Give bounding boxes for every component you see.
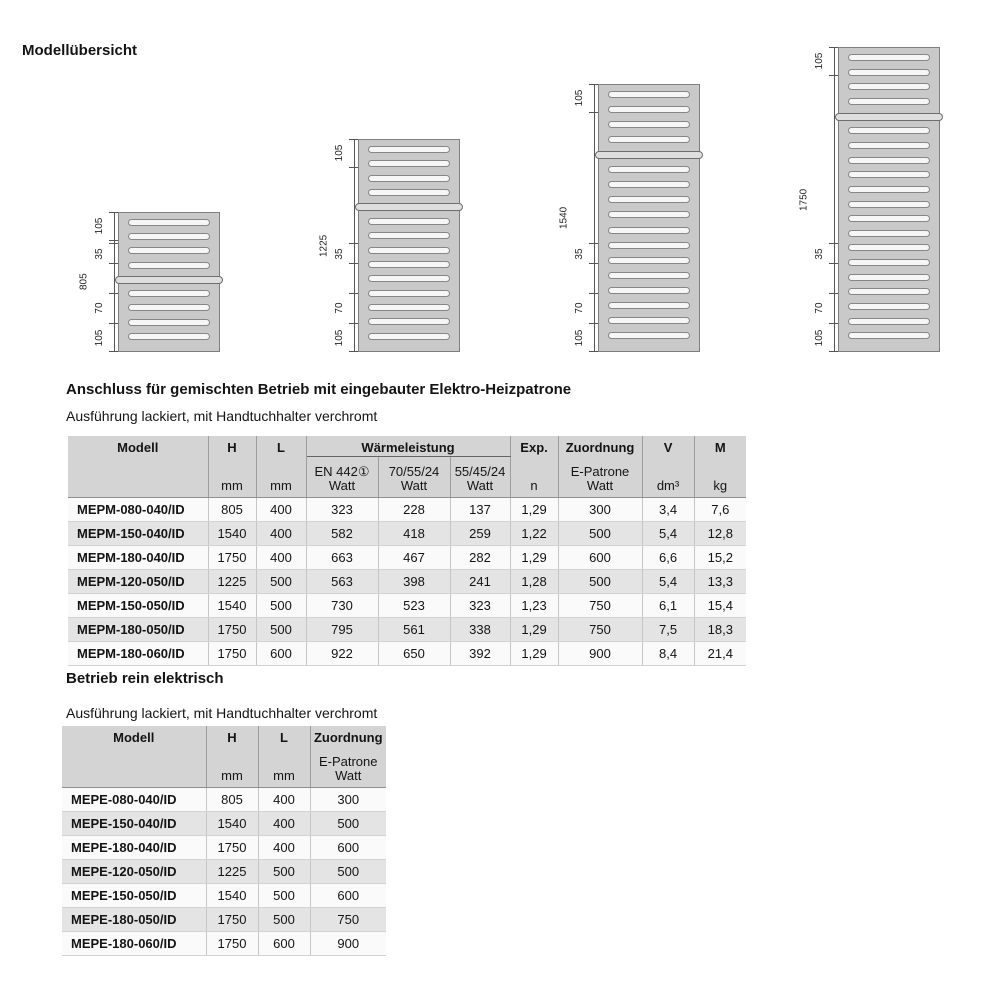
unit-label-n: n [510, 457, 558, 498]
table-row [68, 546, 746, 570]
value-cell: 300 [310, 787, 386, 811]
value-cell: 1750 [206, 907, 258, 931]
model-cell: MEPE-080-040/ID [62, 787, 206, 811]
section-heading-electric-only: Betrieb rein elektrisch [66, 670, 224, 687]
value-cell: 5,4 [642, 522, 694, 546]
value-cell: 795 [306, 618, 378, 642]
dimension-tick [589, 293, 598, 294]
dimension-tick [829, 351, 838, 352]
dimension-label: 105 [334, 329, 345, 347]
table-row [62, 931, 386, 955]
radiator-slot [608, 272, 690, 279]
table-row [62, 883, 386, 907]
value-cell: 12,8 [694, 522, 746, 546]
radiator-slot [128, 333, 210, 340]
overall-height-label: 1540 [558, 206, 570, 230]
unit-label-watt: Watt [328, 478, 356, 493]
dimension-chain [92, 212, 118, 352]
dimension-label: 105 [94, 217, 105, 235]
value-cell: 21,4 [694, 642, 746, 666]
model-cell: MEPE-120-050/ID [62, 859, 206, 883]
value-cell: 1225 [208, 570, 256, 594]
radiator-slot [608, 121, 690, 128]
radiator-slot [128, 219, 210, 226]
radiator-slot [368, 160, 450, 167]
towel-rail-slot [115, 276, 223, 284]
model-cell: MEPE-180-060/ID [62, 931, 206, 955]
radiator-figure [796, 47, 940, 352]
value-cell: 730 [306, 594, 378, 618]
dimension-tick [829, 243, 838, 244]
radiator-slot [368, 232, 450, 239]
radiator-slot [608, 227, 690, 234]
dimension-tick [109, 263, 118, 264]
dimension-tick [829, 47, 838, 48]
value-cell: 400 [256, 546, 306, 570]
radiator-slot [848, 274, 930, 281]
dimension-tick [349, 243, 358, 244]
value-cell: 805 [206, 787, 258, 811]
value-cell: 15,4 [694, 594, 746, 618]
radiator-slot [848, 201, 930, 208]
value-cell: 500 [256, 570, 306, 594]
radiator-slot [608, 317, 690, 324]
radiator-slot [368, 189, 450, 196]
subcolumn-label: 70/55/24 [388, 464, 440, 479]
dimension-tick [589, 243, 598, 244]
dimension-label: 70 [814, 302, 825, 314]
value-cell: 500 [310, 859, 386, 883]
subcolumn-705524 [378, 457, 450, 498]
unit-label-mm: mm [258, 746, 310, 787]
dimension-tick [829, 263, 838, 264]
table-body [68, 498, 746, 666]
value-cell: 600 [256, 642, 306, 666]
subcolumn-label: 55/45/24 [454, 464, 506, 479]
radiator-slot [608, 287, 690, 294]
dimension-line [594, 84, 595, 352]
value-cell: 663 [306, 546, 378, 570]
radiator-slot [608, 196, 690, 203]
radiator-slot [608, 181, 690, 188]
column-header-zuordnung: Zuordnung [310, 726, 386, 746]
radiator-slot [848, 259, 930, 266]
value-cell: 1,29 [510, 618, 558, 642]
table-row [62, 907, 386, 931]
value-cell: 650 [378, 642, 450, 666]
towel-rail-slot [595, 151, 703, 159]
unit-label-kg: kg [694, 457, 746, 498]
radiator-slot [368, 290, 450, 297]
overall-height-label: 1225 [318, 234, 330, 257]
value-cell: 8,4 [642, 642, 694, 666]
value-cell: 15,2 [694, 546, 746, 570]
model-cell: MEPM-180-060/ID [68, 642, 208, 666]
model-cell: MEPM-150-040/ID [68, 522, 208, 546]
value-cell: 18,3 [694, 618, 746, 642]
value-cell: 467 [378, 546, 450, 570]
dimension-tick [829, 323, 838, 324]
dimension-tick [349, 323, 358, 324]
section-heading-mixed-operation: Anschluss für gemischten Betrieb mit eingebauter Elektro-Heizpatrone [66, 381, 572, 398]
dimension-label: 35 [574, 248, 585, 260]
value-cell: 1225 [206, 859, 258, 883]
dimension-tick [589, 112, 598, 113]
value-cell: 323 [450, 594, 510, 618]
value-cell: 500 [558, 570, 642, 594]
radiator-slot [128, 304, 210, 311]
radiator-slot [128, 233, 210, 240]
value-cell: 1540 [208, 522, 256, 546]
value-cell: 500 [258, 859, 310, 883]
table-row [62, 787, 386, 811]
dimension-tick [109, 351, 118, 352]
unit-label-mm: mm [208, 457, 256, 498]
value-cell: 561 [378, 618, 450, 642]
value-cell: 259 [450, 522, 510, 546]
model-cell: MEPM-180-050/ID [68, 618, 208, 642]
value-cell: 750 [558, 594, 642, 618]
value-cell: 1540 [208, 594, 256, 618]
dimension-label: 105 [574, 329, 585, 347]
dimension-tick [109, 240, 118, 241]
radiator-figure [316, 139, 460, 352]
value-cell: 922 [306, 642, 378, 666]
value-cell: 241 [450, 570, 510, 594]
radiator-slot [848, 171, 930, 178]
dimension-tick [349, 263, 358, 264]
radiator-body [838, 47, 940, 352]
model-cell: MEPE-150-050/ID [62, 883, 206, 907]
unit-label-dm3: dm³ [642, 457, 694, 498]
column-header-m: M [694, 436, 746, 457]
value-cell: 523 [378, 594, 450, 618]
radiator-figure [556, 84, 700, 352]
model-cell: MEPE-180-050/ID [62, 907, 206, 931]
value-cell: 750 [558, 618, 642, 642]
value-cell: 137 [450, 498, 510, 522]
dimension-tick [109, 243, 118, 244]
model-cell: MEPM-080-040/ID [68, 498, 208, 522]
value-cell: 398 [378, 570, 450, 594]
dimension-tick [829, 293, 838, 294]
radiator-slot [128, 290, 210, 297]
value-cell: 600 [310, 883, 386, 907]
dimension-label: 70 [94, 302, 105, 314]
dimension-label: 70 [574, 302, 585, 314]
radiator-slot [368, 146, 450, 153]
value-cell: 1750 [206, 931, 258, 955]
dimension-tick [109, 212, 118, 213]
unit-label-watt: Watt [586, 478, 614, 493]
radiator-slot [848, 98, 930, 105]
value-cell: 6,6 [642, 546, 694, 570]
radiator-slot [848, 127, 930, 134]
radiator-slot [608, 257, 690, 264]
column-header-modell: Modell [68, 436, 208, 498]
subcolumn-label: E-Patrone [570, 464, 630, 479]
model-cell: MEPE-150-040/ID [62, 811, 206, 835]
radiator-body [118, 212, 220, 352]
value-cell: 600 [310, 835, 386, 859]
radiator-slot [848, 303, 930, 310]
column-header-zuordnung: Zuordnung [558, 436, 642, 457]
value-cell: 582 [306, 522, 378, 546]
dimension-chain [572, 84, 598, 352]
value-cell: 1540 [206, 883, 258, 907]
radiator-slot [368, 218, 450, 225]
table-row [68, 642, 746, 666]
value-cell: 282 [450, 546, 510, 570]
radiator-slot [848, 83, 930, 90]
value-cell: 400 [256, 498, 306, 522]
radiator-slot [848, 244, 930, 251]
value-cell: 500 [310, 811, 386, 835]
radiator-slot [368, 261, 450, 268]
value-cell: 6,1 [642, 594, 694, 618]
radiator-slot [608, 136, 690, 143]
dimension-tick [349, 139, 358, 140]
radiator-body [358, 139, 460, 352]
dimension-line [834, 47, 835, 352]
value-cell: 1,29 [510, 642, 558, 666]
radiator-slot [368, 275, 450, 282]
dimension-chain [812, 47, 838, 352]
table-row [68, 570, 746, 594]
dimension-tick [349, 351, 358, 352]
dimension-tick [109, 323, 118, 324]
model-cell: MEPM-120-050/ID [68, 570, 208, 594]
value-cell: 1,29 [510, 498, 558, 522]
dimension-label: 105 [334, 144, 345, 162]
value-cell: 500 [258, 883, 310, 907]
value-cell: 7,5 [642, 618, 694, 642]
radiator-slot [608, 332, 690, 339]
radiator-slot [848, 142, 930, 149]
radiator-slot [608, 242, 690, 249]
table-row [62, 811, 386, 835]
overall-height-label: 805 [78, 273, 90, 291]
table-row [68, 594, 746, 618]
dimension-tick [589, 84, 598, 85]
subcolumn-label: E-Patrone [318, 753, 378, 769]
dimension-chain [332, 139, 358, 352]
unit-label-watt: Watt [466, 478, 494, 493]
value-cell: 228 [378, 498, 450, 522]
value-cell: 500 [558, 522, 642, 546]
value-cell: 338 [450, 618, 510, 642]
radiator-slot [608, 211, 690, 218]
unit-label-mm: mm [206, 746, 258, 787]
table-row [68, 618, 746, 642]
radiator-slot [848, 288, 930, 295]
unit-label-watt: Watt [335, 767, 362, 783]
value-cell: 13,3 [694, 570, 746, 594]
column-header-exp: Exp. [510, 436, 558, 457]
radiator-slot [848, 157, 930, 164]
value-cell: 7,6 [694, 498, 746, 522]
dimension-line [354, 139, 355, 352]
value-cell: 500 [256, 594, 306, 618]
radiator-slot [128, 262, 210, 269]
dimension-label: 35 [334, 248, 345, 260]
dimension-tick [589, 351, 598, 352]
radiator-slot [848, 215, 930, 222]
radiator-slot [608, 106, 690, 113]
value-cell: 750 [310, 907, 386, 931]
table-row [68, 522, 746, 546]
value-cell: 600 [258, 931, 310, 955]
table-row [62, 859, 386, 883]
dimension-label: 105 [574, 89, 585, 107]
radiator-slot [848, 332, 930, 339]
radiator-slot [848, 186, 930, 193]
subcolumn-label: EN 442① [314, 464, 370, 479]
value-cell: 400 [258, 811, 310, 835]
column-header-h: H [206, 726, 258, 746]
model-cell: MEPE-180-040/ID [62, 835, 206, 859]
value-cell: 900 [310, 931, 386, 955]
towel-rail-slot [355, 203, 463, 211]
radiator-slot [608, 91, 690, 98]
radiator-slot [368, 333, 450, 340]
radiator-slot [608, 166, 690, 173]
column-header-waermeleistung: Wärmeleistung [306, 436, 510, 457]
value-cell: 500 [256, 618, 306, 642]
radiator-slot [848, 69, 930, 76]
dimension-label: 105 [94, 329, 105, 347]
value-cell: 3,4 [642, 498, 694, 522]
dimension-label: 35 [94, 248, 105, 260]
radiator-body [598, 84, 700, 352]
subcolumn-epatrone [558, 457, 642, 498]
radiator-slot [368, 304, 450, 311]
dimension-tick [589, 323, 598, 324]
value-cell: 1540 [206, 811, 258, 835]
column-header-l: L [258, 726, 310, 746]
dimension-tick [109, 293, 118, 294]
value-cell: 300 [558, 498, 642, 522]
table-row [68, 498, 746, 522]
subcolumn-554524 [450, 457, 510, 498]
table-row [62, 835, 386, 859]
unit-label-mm: mm [256, 457, 306, 498]
value-cell: 418 [378, 522, 450, 546]
value-cell: 400 [258, 787, 310, 811]
value-cell: 1750 [206, 835, 258, 859]
radiator-slot [848, 230, 930, 237]
value-cell: 1,23 [510, 594, 558, 618]
radiator-slot [848, 318, 930, 325]
column-header-h: H [208, 436, 256, 457]
value-cell: 1750 [208, 642, 256, 666]
dimension-tick [349, 293, 358, 294]
dimension-tick [589, 263, 598, 264]
column-header-modell: Modell [62, 726, 206, 787]
towel-rail-slot [835, 113, 943, 121]
value-cell: 400 [258, 835, 310, 859]
radiator-figure [76, 212, 220, 352]
value-cell: 323 [306, 498, 378, 522]
value-cell: 1750 [208, 546, 256, 570]
value-cell: 1,29 [510, 546, 558, 570]
value-cell: 400 [256, 522, 306, 546]
value-cell: 5,4 [642, 570, 694, 594]
value-cell: 392 [450, 642, 510, 666]
radiator-slot [368, 318, 450, 325]
overall-height-label: 1750 [798, 188, 810, 211]
dimension-label: 70 [334, 302, 345, 314]
model-cell: MEPM-150-050/ID [68, 594, 208, 618]
value-cell: 1,22 [510, 522, 558, 546]
unit-label-watt: Watt [400, 478, 428, 493]
column-header-l: L [256, 436, 306, 457]
radiator-diagrams [76, 40, 940, 352]
radiator-slot [848, 54, 930, 61]
value-cell: 1,28 [510, 570, 558, 594]
radiator-slot [128, 319, 210, 326]
value-cell: 805 [208, 498, 256, 522]
page-title: Modellübersicht [22, 42, 138, 59]
radiator-slot [608, 302, 690, 309]
section-subheading-finish-2: Ausführung lackiert, mit Handtuchhalter verchromt [66, 705, 378, 721]
dimension-label: 105 [814, 52, 825, 70]
section-subheading-finish-1: Ausführung lackiert, mit Handtuchhalter verchromt [66, 408, 378, 424]
model-cell: MEPM-180-040/ID [68, 546, 208, 570]
value-cell: 600 [558, 546, 642, 570]
dimension-label: 35 [814, 248, 825, 260]
mixed-operation-table [68, 436, 746, 666]
value-cell: 500 [258, 907, 310, 931]
dimension-tick [349, 167, 358, 168]
dimension-label: 105 [814, 329, 825, 347]
radiator-slot [368, 247, 450, 254]
column-header-v: V [642, 436, 694, 457]
dimension-tick [829, 75, 838, 76]
electric-only-table [62, 726, 386, 956]
value-cell: 900 [558, 642, 642, 666]
value-cell: 1750 [208, 618, 256, 642]
subcolumn-epatrone [310, 746, 386, 787]
radiator-slot [368, 175, 450, 182]
table-body [62, 787, 386, 955]
value-cell: 563 [306, 570, 378, 594]
subcolumn-en442 [306, 457, 378, 498]
radiator-slot [128, 247, 210, 254]
